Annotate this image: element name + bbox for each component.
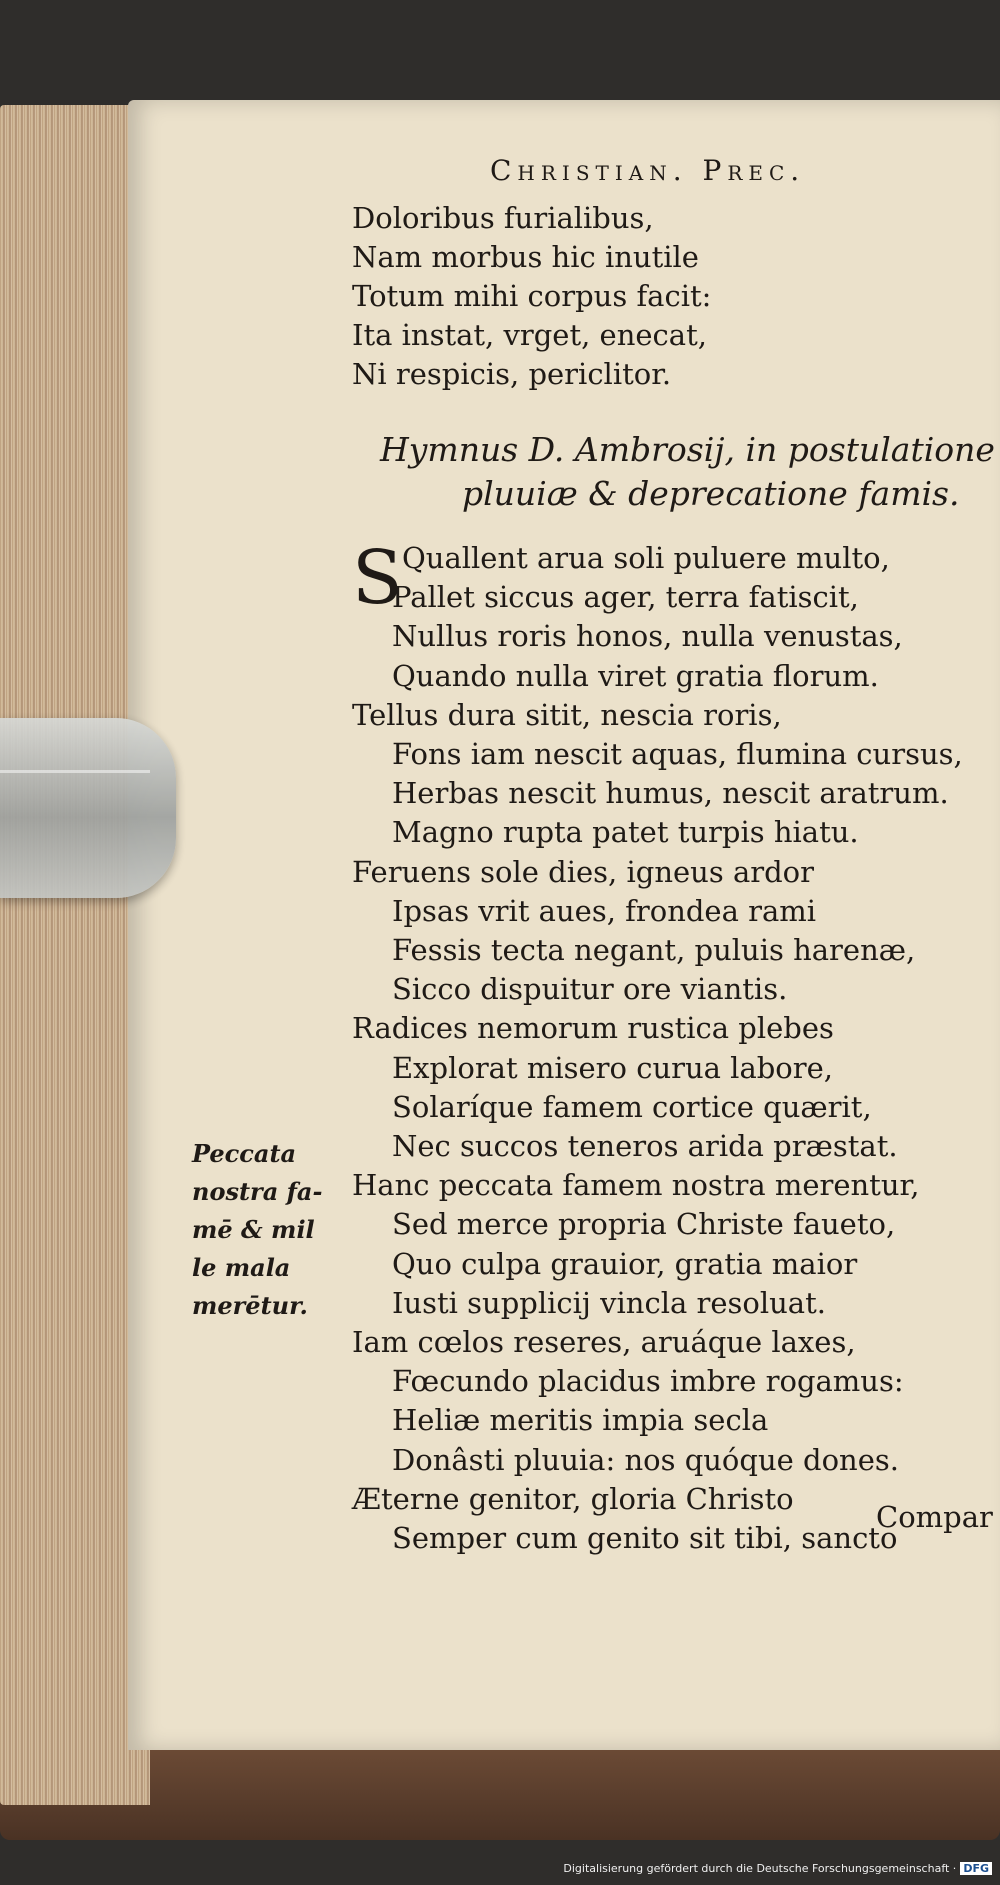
verse-line: Tellus dura sitit, nescia roris, [352,698,782,732]
verse-line: Ipsas vrit aues, frondea rami [392,894,817,928]
margin-note-line: nostra fa- [192,1177,323,1206]
verse-line: Fons iam nescit aquas, flumina cursus, [392,737,963,771]
verse-line: Nullus roris honos, nulla venustas, [392,619,903,653]
verse-line: Explorat misero curua labore, [392,1051,834,1085]
margin-note [192,1135,352,1325]
dfg-logo: DFG [960,1862,992,1875]
verse-line: Donâsti pluuia: nos quóque dones. [392,1443,899,1477]
verse-line: Iusti supplicij vincla resoluat. [392,1286,826,1320]
verse-line: Iam cœlos reseres, aruáque laxes, [352,1325,856,1359]
digitization-footer [563,1862,992,1875]
verse-line: Herbas nescit humus, nescit aratrum. [392,776,949,810]
clip-highlight [0,770,150,773]
verse-line: Æterne genitor, gloria Christo [352,1482,794,1516]
verse-line: Magno rupta patet turpis hiatu. [392,815,859,849]
verse-line: Semper cum genito sit tibi, sancto [392,1521,898,1555]
margin-note-line: mē & mil [192,1215,315,1244]
verse-line: Nec succos teneros arida præstat. [392,1129,898,1163]
book-cover [0,1750,1000,1840]
verse-line: Sed merce propria Christe faueto, [392,1207,896,1241]
drop-cap-initial: S [352,535,403,621]
footer-text: Digitalisierung gefördert durch die Deutsche Forschungsgemeinschaft · [563,1862,957,1875]
verse-line: Quallent arua soli puluere multo, [402,541,890,575]
margin-note-line: Peccata [192,1139,297,1168]
stanza-line: Totum mihi corpus facit: [352,279,712,313]
verse-line: Feruens sole dies, igneus ardor [352,855,814,889]
verse-line: Hanc peccata famem nostra merentur, [352,1168,920,1202]
margin-note-line: le mala [192,1253,291,1282]
stanza-line: Nam morbus hic inutile [352,240,699,274]
margin-note-line: merētur. [192,1291,308,1320]
stanza-line: Ita instat, vrget, enecat, [352,318,707,352]
verse-line: Sicco dispuitur ore viantis. [392,972,788,1006]
verse-line: Pallet siccus ager, terra fatiscit, [392,580,859,614]
verse-line: Radices nemorum rustica plebes [352,1011,834,1045]
hymn-title-line-1: Hymnus D. Ambrosij, in postulatione [380,430,995,469]
verse-line: Quando nulla viret gratia florum. [392,659,879,693]
stanza-line: Ni respicis, periclitor. [352,357,672,391]
catchword: Compar [876,1500,993,1534]
hymn-title-line-2: pluuiæ & deprecatione famis. [462,474,960,513]
page-clip [0,718,176,898]
stanza-line: Doloribus furialibus, [352,201,654,235]
verse-line: Fœcundo placidus imbre rogamus: [392,1364,904,1398]
verse-line: Quo culpa grauior, gratia maior [392,1247,858,1281]
verse-line: Solaríque famem cortice quærit, [392,1090,872,1124]
running-head: Christian. Prec. [490,154,806,187]
verse-line: Fessis tecta negant, puluis harenæ, [392,933,916,967]
verse-line: Heliæ meritis impia secla [392,1403,769,1437]
